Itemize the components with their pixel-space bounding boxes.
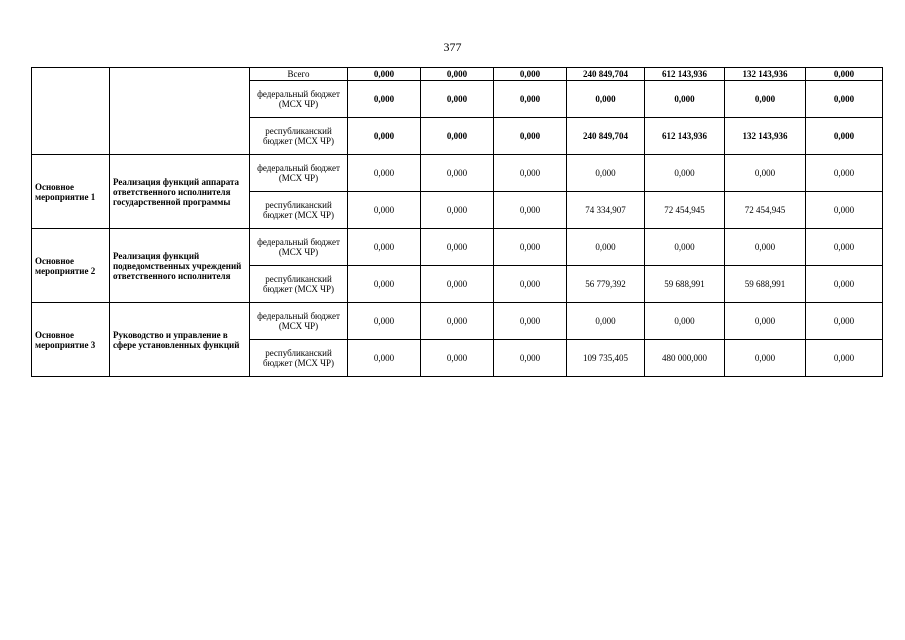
value-cell: 0,000 bbox=[494, 303, 567, 340]
value-cell: 0,000 bbox=[806, 155, 883, 192]
funding-source-cell: федеральный бюджет (МСХ ЧР) bbox=[250, 155, 348, 192]
activity-name-cell bbox=[110, 68, 250, 155]
value-cell: 0,000 bbox=[348, 340, 421, 377]
value-cell: 0,000 bbox=[645, 303, 725, 340]
value-cell: 132 143,936 bbox=[725, 118, 806, 155]
activity-name-cell: Руководство и управление в сфере установленных функций bbox=[110, 303, 250, 377]
value-cell: 0,000 bbox=[494, 118, 567, 155]
value-cell: 59 688,991 bbox=[645, 266, 725, 303]
value-cell: 0,000 bbox=[494, 340, 567, 377]
value-cell: 0,000 bbox=[348, 192, 421, 229]
table-row bbox=[32, 229, 883, 266]
value-cell: 0,000 bbox=[348, 81, 421, 118]
value-cell: 0,000 bbox=[494, 155, 567, 192]
value-cell: 0,000 bbox=[421, 340, 494, 377]
value-cell: 0,000 bbox=[725, 340, 806, 377]
funding-source-cell: федеральный бюджет (МСХ ЧР) bbox=[250, 229, 348, 266]
value-cell: 0,000 bbox=[421, 266, 494, 303]
value-cell: 0,000 bbox=[421, 81, 494, 118]
value-cell: 240 849,704 bbox=[567, 118, 645, 155]
page-number: 377 bbox=[443, 40, 462, 54]
value-cell: 0,000 bbox=[567, 229, 645, 266]
value-cell: 0,000 bbox=[348, 155, 421, 192]
funding-source-cell: республиканский бюджет (МСХ ЧР) bbox=[250, 192, 348, 229]
value-cell: 0,000 bbox=[567, 303, 645, 340]
funding-source-cell: Всего bbox=[250, 68, 348, 81]
value-cell: 0,000 bbox=[806, 229, 883, 266]
value-cell: 56 779,392 bbox=[567, 266, 645, 303]
value-cell: 0,000 bbox=[421, 192, 494, 229]
value-cell: 0,000 bbox=[567, 155, 645, 192]
activity-name-cell: Реализация функций аппарата ответственного исполнителя государственной программы bbox=[110, 155, 250, 229]
table-row bbox=[32, 155, 883, 192]
value-cell: 0,000 bbox=[494, 266, 567, 303]
value-cell: 0,000 bbox=[421, 68, 494, 81]
value-cell: 0,000 bbox=[494, 229, 567, 266]
value-cell: 612 143,936 bbox=[645, 68, 725, 81]
activity-cell: Основное мероприятие 3 bbox=[32, 303, 110, 377]
value-cell: 72 454,945 bbox=[645, 192, 725, 229]
value-cell: 0,000 bbox=[806, 266, 883, 303]
value-cell: 0,000 bbox=[645, 229, 725, 266]
value-cell: 74 334,907 bbox=[567, 192, 645, 229]
activity-cell: Основное мероприятие 2 bbox=[32, 229, 110, 303]
value-cell: 0,000 bbox=[421, 229, 494, 266]
funding-source-cell: федеральный бюджет (МСХ ЧР) bbox=[250, 303, 348, 340]
table-row bbox=[32, 303, 883, 340]
value-cell: 0,000 bbox=[348, 229, 421, 266]
value-cell: 0,000 bbox=[348, 68, 421, 81]
budget-table bbox=[31, 67, 883, 377]
value-cell: 0,000 bbox=[725, 229, 806, 266]
funding-source-cell: республиканский бюджет (МСХ ЧР) bbox=[250, 340, 348, 377]
value-cell: 59 688,991 bbox=[725, 266, 806, 303]
value-cell: 0,000 bbox=[725, 303, 806, 340]
value-cell: 0,000 bbox=[806, 303, 883, 340]
funding-source-cell: республиканский бюджет (МСХ ЧР) bbox=[250, 118, 348, 155]
value-cell: 0,000 bbox=[806, 118, 883, 155]
value-cell: 0,000 bbox=[494, 192, 567, 229]
value-cell: 480 000,000 bbox=[645, 340, 725, 377]
value-cell: 0,000 bbox=[348, 118, 421, 155]
value-cell: 0,000 bbox=[494, 68, 567, 81]
value-cell: 132 143,936 bbox=[725, 68, 806, 81]
value-cell: 109 735,405 bbox=[567, 340, 645, 377]
value-cell: 0,000 bbox=[421, 155, 494, 192]
value-cell: 612 143,936 bbox=[645, 118, 725, 155]
activity-cell: Основное мероприятие 1 bbox=[32, 155, 110, 229]
value-cell: 0,000 bbox=[421, 118, 494, 155]
value-cell: 0,000 bbox=[348, 266, 421, 303]
value-cell: 0,000 bbox=[806, 68, 883, 81]
funding-source-cell: федеральный бюджет (МСХ ЧР) bbox=[250, 81, 348, 118]
value-cell: 0,000 bbox=[645, 81, 725, 118]
value-cell: 0,000 bbox=[421, 303, 494, 340]
value-cell: 240 849,704 bbox=[567, 68, 645, 81]
funding-source-cell: республиканский бюджет (МСХ ЧР) bbox=[250, 266, 348, 303]
activity-cell bbox=[32, 68, 110, 155]
activity-name-cell: Реализация функций подведомственных учреждений ответственного исполнителя bbox=[110, 229, 250, 303]
value-cell: 0,000 bbox=[806, 340, 883, 377]
value-cell: 0,000 bbox=[806, 81, 883, 118]
value-cell: 0,000 bbox=[348, 303, 421, 340]
table-row bbox=[32, 68, 883, 81]
value-cell: 0,000 bbox=[567, 81, 645, 118]
value-cell: 0,000 bbox=[725, 81, 806, 118]
value-cell: 0,000 bbox=[494, 81, 567, 118]
value-cell: 0,000 bbox=[725, 155, 806, 192]
value-cell: 0,000 bbox=[645, 155, 725, 192]
value-cell: 72 454,945 bbox=[725, 192, 806, 229]
value-cell: 0,000 bbox=[806, 192, 883, 229]
